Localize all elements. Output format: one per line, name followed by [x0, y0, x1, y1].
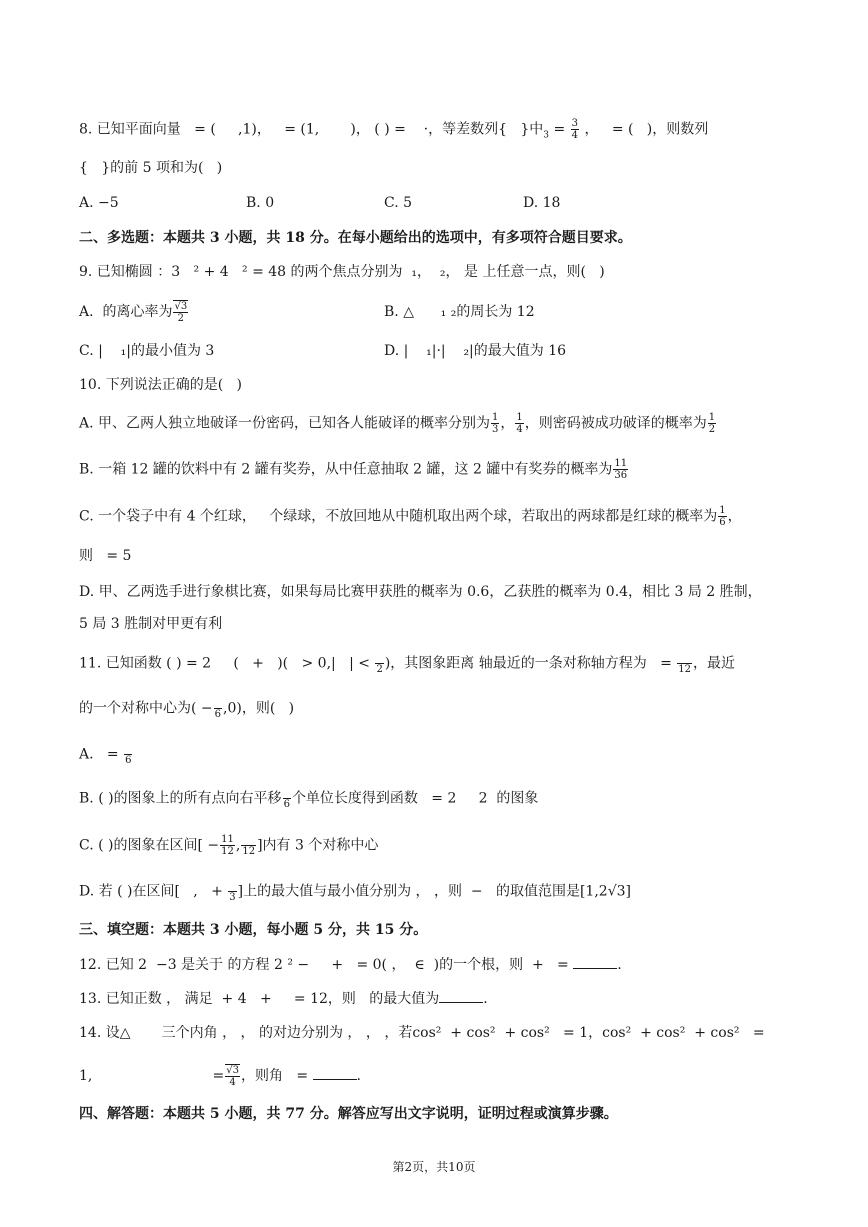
q9-option-b: B. △ ₁ ₂的周长为 12	[384, 304, 535, 320]
page-footer: 第2页，共10页	[392, 1160, 476, 1174]
q9-option-a: A. 的离心率为 $\frac{√3}{2}$	[79, 301, 188, 324]
q14-line1: 14. 设△ 三个内角 ， ， 的对边分别为 ， ， ，若cos² + cos² + cos² = 1，cos² + cos² + cos² =	[79, 1025, 765, 1041]
q8-line1: 8. 已知平面向量 = ( ,1)， = (1, )， ( ) = ·，等差数列{ }中$_3$ = $\frac{3}{4}$ ， = ( )，则数列	[79, 118, 709, 141]
q11-line1: 11. 已知函数 ( ) = 2 ( + )( > 0,| | < 2 )，其图象距离 轴最近的一条对称轴方程为 = 12 ，最近	[79, 652, 735, 675]
q10-option-a: A. 甲、乙两人独立地破译一份密码，已知各人能破译的概率分别为 $\frac{1}{3}$ ， $\frac{1}{4}$ ，则密码被成功破译的概率为 $\frac{1}{2}$	[79, 412, 716, 435]
q8-option-b: B. 0	[246, 195, 275, 211]
q10-option-c-line2: 则 = 5	[79, 548, 132, 564]
q11-line2: 的一个对称中心为( − 6 ,0)，则( )	[79, 697, 294, 720]
q10-stem: 10. 下列说法正确的是( )	[79, 377, 242, 393]
q11-option-a: A. = 6	[79, 743, 133, 766]
q8-option-d: D. 18	[523, 195, 561, 211]
q12: 12. 已知 2 −3 是关于 的方程 2 ² − + = 0( ， ∈ )的一个根，则 + = .	[79, 957, 622, 973]
q13-answer-blank[interactable]	[439, 989, 483, 1003]
q11-option-d: D. 若 ( )在区间[ , + 3 ]上的最大值与最小值分别为 ， ，则 − 的取值范围是[1,2√3]	[79, 880, 631, 903]
q11-option-b: B. ( )的图象上的所有点向右平移 6 个单位长度得到函数 = 2 2 的图象	[79, 787, 538, 810]
q8-line2: { }的前 5 项和为( )	[79, 160, 223, 176]
q9-option-d: D. | ₁|·| ₂|的最大值为 16	[384, 343, 567, 359]
section-4-heading: 四、解答题：本题共 5 小题，共 77 分。解答应写出文字说明，证明过程或演算步骤。	[79, 1106, 618, 1122]
q9-option-c: C. | ₁|的最小值为 3	[79, 343, 215, 359]
q8-fraction: $\frac{3}{4}$	[571, 118, 579, 141]
q8-option-a: A. −5	[79, 195, 119, 211]
q14-line2: 1, = $\frac{√3}{4}$ ，则角 = .	[79, 1065, 361, 1088]
section-3-heading: 三、填空题：本题共 3 小题，每小题 5 分，共 15 分。	[79, 922, 428, 938]
q10-option-d-line2: 5 局 3 胜制对甲更有利	[79, 616, 223, 632]
q10-option-d-line1: D. 甲、乙两选手进行象棋比赛，如果每局比赛甲获胜的概率为 0.6，乙获胜的概率为 0.4，相比 3 局 2 胜制，	[79, 584, 762, 600]
q10-option-c-line1: C. 一个袋子中有 4 个红球， 个绿球，不放回地从中随机取出两个球，若取出的两球都是红球的概率为 $\frac{1}{6}$ ，	[79, 505, 742, 528]
q8-option-c: C. 5	[384, 195, 413, 211]
q10-option-b: B. 一箱 12 罐的饮料中有 2 罐有奖券，从中任意抽取 2 罐，这 2 罐中有奖券的概率为 $\frac{11}{36}$	[79, 458, 628, 481]
q11-option-c: C. ( )的图象在区间[ − $\frac{11}{12}$ , 12 ]内有 3 个对称中心	[79, 834, 379, 857]
q13: 13. 已知正数 ， 满足 + 4 + = 12，则 的最大值为 .	[79, 991, 488, 1007]
q9-stem: 9. 已知椭圆 ：3 ² + 4 ² = 48 的两个焦点分别为 ₁， ₂， 是 上任意一点，则( )	[79, 264, 605, 280]
q14-answer-blank[interactable]	[313, 1066, 357, 1080]
q12-answer-blank[interactable]	[573, 955, 617, 969]
section-2-heading: 二、多选题：本题共 3 小题，共 18 分。在每小题给出的选项中，有多项符合题目要求。	[79, 230, 632, 246]
